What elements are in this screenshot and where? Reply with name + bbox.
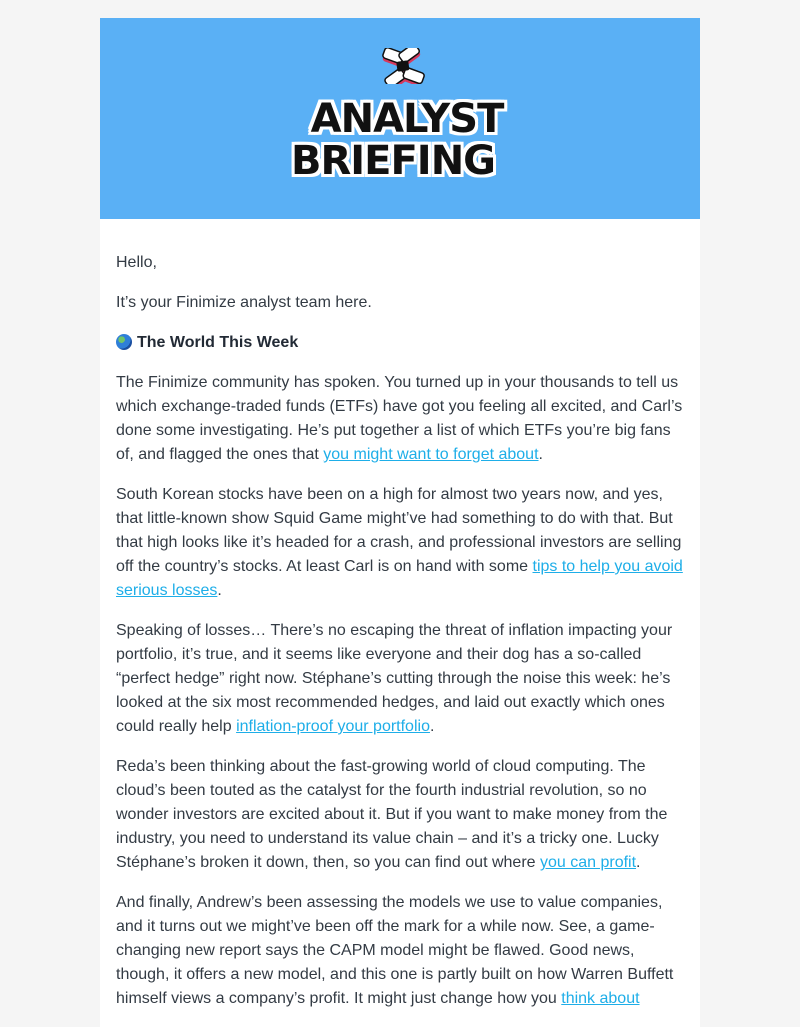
greeting: Hello,: [116, 254, 157, 271]
link-forget-about[interactable]: you might want to forget about: [323, 446, 539, 463]
link-inflation-proof[interactable]: inflation-proof your portfolio: [236, 718, 430, 735]
email-container: [100, 18, 700, 1027]
link-think-about[interactable]: think about: [561, 990, 640, 1007]
email-body: [100, 219, 700, 1011]
banner-title-line2: BRIEFING: [290, 138, 495, 184]
header-banner: [100, 18, 700, 219]
section-heading-text: The World This Week: [137, 334, 299, 351]
globe-icon: [116, 334, 132, 350]
banner-title-line1: ANALYST: [310, 96, 504, 142]
paragraph-capm: And finally, Andrew’s been assessing the models we use to value companies, and it turns out we might’ve been off the mark for a while now. See, a game-changing new report says the CAPM model might be flawed. Good news, though, it offers a new model, and this one is partly built on how Warren Buffett himself views a company’s profit. It might just change how you think about: [116, 894, 674, 1007]
paragraph-cloud: Reda’s been thinking about the fast-growing world of cloud computing. The cloud’s been touted as the catalyst for the fourth industrial revolution, so no wonder investors are excited about it. But if you want to make money from the industry, you need to understand its value chain – and it’s a tricky one. Lucky Stéphane’s broken it down, then, so you can find out where you can profit.: [116, 758, 668, 871]
paragraph-etfs: The Finimize community has spoken. You turned up in your thousands to tell us which exchange-traded funds (ETFs) have got you feeling all excited, and Carl’s done some investigating. He’s put together a list of which ETFs you’re big fans of, and flagged the ones that you might want to forget about.: [116, 374, 683, 463]
section-heading: [116, 331, 684, 355]
paragraph-south-korea: South Korean stocks have been on a high for almost two years now, and yes, that little-known show Squid Game might’ve had something to do with that. But that high looks like it’s headed for a crash, and professional investors are selling off the country’s stocks. At least Carl is on hand with some tips to help you avoid serious losses.: [116, 486, 683, 599]
paragraph-inflation: Speaking of losses… There’s no escaping the threat of inflation impacting your portfolio, it’s true, and it seems like everyone and their dog has a so-called “perfect hedge” right now. Stéphane’s cutting through the noise this week: he’s looked at the six most recommended hedges, and laid out exactly which ones could really help inflation-proof your portfolio.: [116, 622, 673, 735]
link-you-can-profit[interactable]: you can profit: [539, 854, 637, 871]
finimize-x-logo-icon: [377, 48, 429, 84]
intro-text: It’s your Finimize analyst team here.: [116, 294, 372, 311]
link-avoid-losses[interactable]: tips to help you avoid serious losses: [116, 558, 683, 599]
banner-title: [100, 98, 700, 182]
